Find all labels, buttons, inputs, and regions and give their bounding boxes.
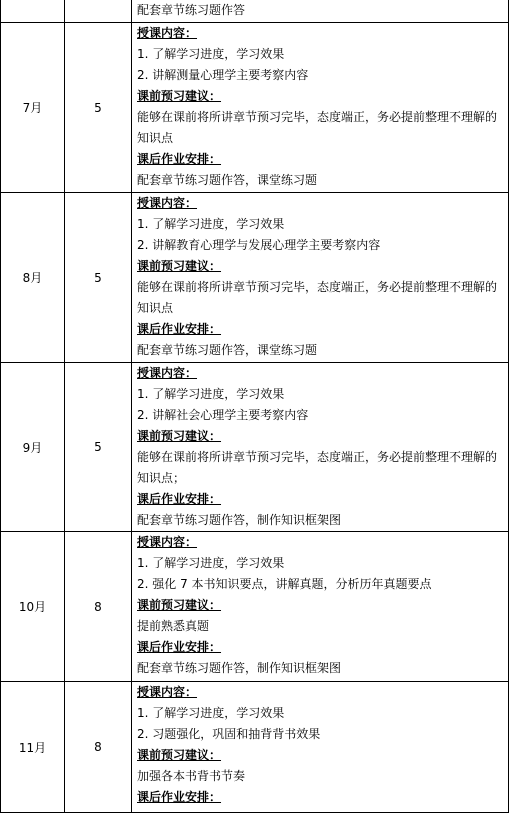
month-cell: 11月 xyxy=(1,682,65,813)
section-heading: 授课内容： xyxy=(137,196,198,210)
table-row xyxy=(1,363,509,532)
content-line: 1. 了解学习进度，学习效果 xyxy=(137,556,285,570)
hours-cell xyxy=(65,0,132,23)
section-heading: 授课内容： xyxy=(137,685,198,699)
content-line: 2. 讲解测量心理学主要考察内容 xyxy=(137,68,309,82)
content-line: 2. 讲解社会心理学主要考察内容 xyxy=(137,408,309,422)
section-heading: 授课内容： xyxy=(137,26,198,40)
content-cell xyxy=(132,532,509,682)
section-heading: 课后作业安排： xyxy=(137,492,222,506)
content-line: 配套章节练习题作答 xyxy=(137,3,246,17)
section-heading: 课前预习建议： xyxy=(137,429,222,443)
section-heading: 课后作业安排： xyxy=(137,322,222,336)
section-heading: 课前预习建议： xyxy=(137,89,222,103)
section-heading: 课后作业安排： xyxy=(137,640,222,654)
content-line: 配套章节练习题作答，制作知识框架图 xyxy=(137,661,342,675)
content-line: 1. 了解学习进度，学习效果 xyxy=(137,217,285,231)
hours-cell: 8 xyxy=(65,532,132,682)
month-cell: 8月 xyxy=(1,193,65,363)
content-cell xyxy=(132,682,509,813)
content-line: 配套章节练习题作答，课堂练习题 xyxy=(137,343,318,357)
content-line: 能够在课前将所讲章节预习完毕，态度端正，务必提前整理不理解的知识点 xyxy=(137,110,498,145)
content-cell xyxy=(132,0,509,23)
schedule-table-body xyxy=(1,0,509,813)
section-heading: 课后作业安排： xyxy=(137,790,222,804)
month-cell: 9月 xyxy=(1,363,65,532)
table-row xyxy=(1,532,509,682)
content-line: 2. 讲解教育心理学与发展心理学主要考察内容 xyxy=(137,238,381,252)
section-heading: 授课内容： xyxy=(137,535,198,549)
content-cell xyxy=(132,363,509,532)
section-heading: 课前预习建议： xyxy=(137,748,222,762)
content-line: 1. 了解学习进度，学习效果 xyxy=(137,387,285,401)
content-line: 配套章节练习题作答，制作知识框架图 xyxy=(137,513,342,527)
hours-cell: 5 xyxy=(65,23,132,193)
content-line: 1. 了解学习进度，学习效果 xyxy=(137,47,285,61)
content-line: 能够在课前将所讲章节预习完毕，态度端正，务必提前整理不理解的知识点 xyxy=(137,280,498,315)
month-cell xyxy=(1,0,65,23)
section-heading: 课前预习建议： xyxy=(137,259,222,273)
hours-cell: 5 xyxy=(65,193,132,363)
content-line: 能够在课前将所讲章节预习完毕，态度端正，务必提前整理不理解的知识点； xyxy=(137,450,498,485)
content-cell xyxy=(132,193,509,363)
table-row xyxy=(1,682,509,813)
section-heading: 课前预习建议： xyxy=(137,598,222,612)
content-line: 提前熟悉真题 xyxy=(137,619,210,633)
content-line: 1. 了解学习进度，学习效果 xyxy=(137,706,285,720)
table-row xyxy=(1,23,509,193)
content-line: 加强各本书背书节奏 xyxy=(137,769,246,783)
section-heading: 课后作业安排： xyxy=(137,152,222,166)
month-cell: 10月 xyxy=(1,532,65,682)
hours-cell: 5 xyxy=(65,363,132,532)
content-cell xyxy=(132,23,509,193)
section-heading: 授课内容： xyxy=(137,366,198,380)
content-line: 配套章节练习题作答，课堂练习题 xyxy=(137,173,318,187)
content-line: 2. 习题强化，巩固和抽背背书效果 xyxy=(137,727,321,741)
content-line: 2. 强化 7 本书知识要点，讲解真题，分析历年真题要点 xyxy=(137,577,432,591)
table-row xyxy=(1,0,509,23)
hours-cell: 8 xyxy=(65,682,132,813)
month-cell: 7月 xyxy=(1,23,65,193)
table-row xyxy=(1,193,509,363)
